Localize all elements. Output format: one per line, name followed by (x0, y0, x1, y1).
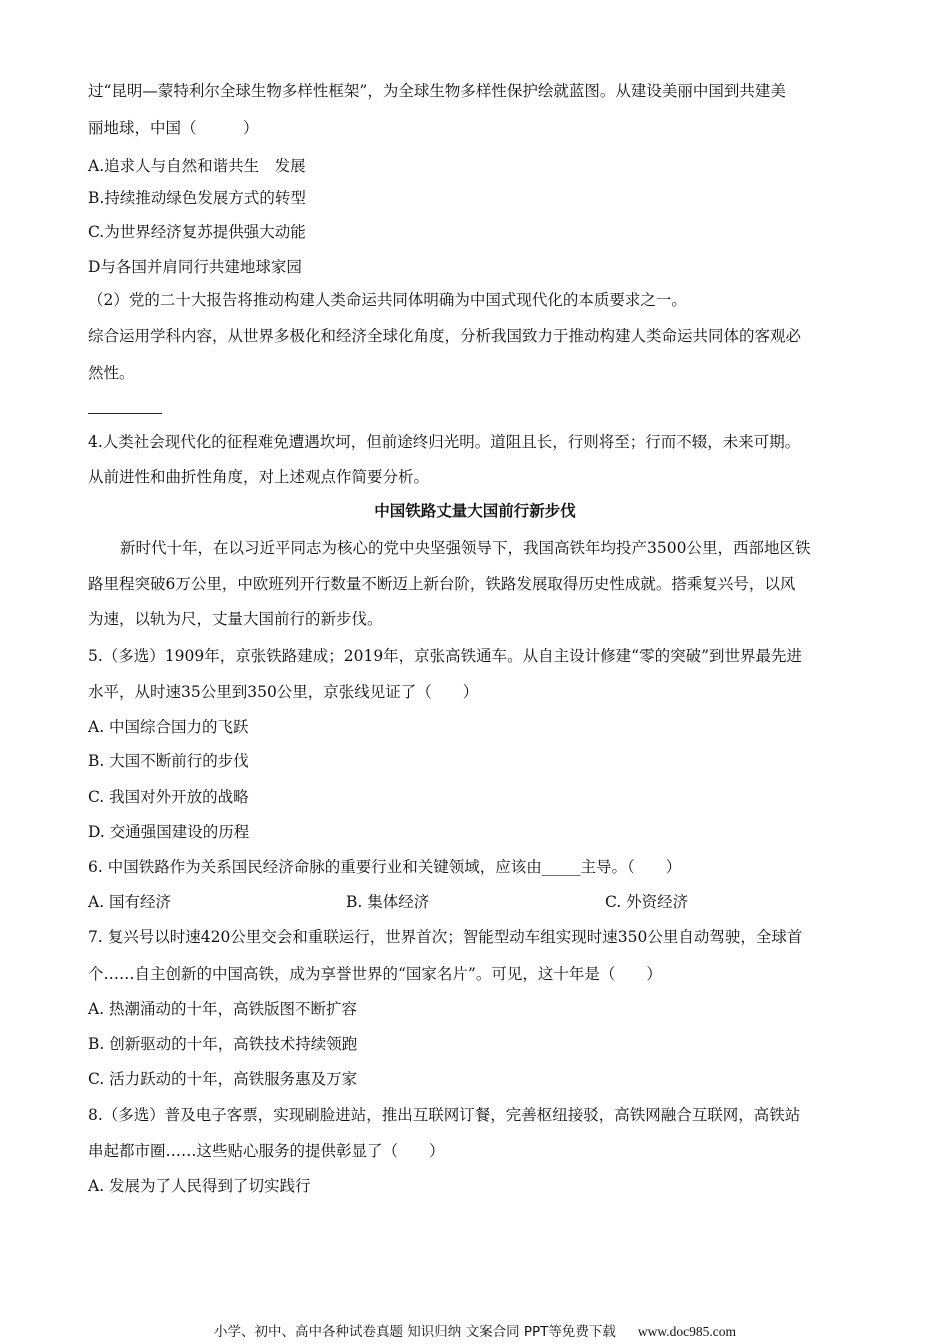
q6-options-row (88, 891, 868, 913)
section-para-line1: 新时代十年，在以习近平同志为核心的党中央坚强领导下，我国高铁年均投产3500公里，西部地区铁 (120, 539, 811, 557)
footer-url[interactable]: www.doc985.com (637, 1324, 736, 1339)
section-para-line3: 为速，以轨为尺，丈量大国前行的新步伐。 (88, 610, 383, 628)
q7-line1: 7. 复兴号以时速420公里交会和重联运行，世界首次；智能型动车组实现时速350公里自动驾驶，全球首 (88, 928, 803, 946)
q6-option-b: B. 集体经济 (346, 893, 430, 911)
q8-option-a: A. 发展为了人民得到了切实践行 (88, 1177, 311, 1195)
q6-option-a: A. 国有经济 (88, 893, 172, 911)
q3-part2-line2: 综合运用学科内容，从世界多极化和经济全球化角度，分析我国致力于推动构建人类命运共同体的客观必 (88, 327, 802, 345)
q7-option-a: A. 热潮涌动的十年，高铁版图不断扩容 (88, 1000, 358, 1018)
q7-option-b: B. 创新驱动的十年，高铁技术持续领跑 (88, 1035, 358, 1053)
q3-stem-line2: 丽地球，中国（ ） (88, 119, 259, 137)
section-title: 中国铁路丈量大国前行新步伐 (374, 502, 576, 520)
q4-line2: 从前进性和曲折性角度，对上述观点作简要分析。 (88, 468, 430, 486)
q3-option-c: C.为世界经济复苏提供强大动能 (88, 223, 306, 241)
q3-part2-line1: （2）党的二十大报告将推动构建人类命运共同体明确为中国式现代化的本质要求之一。 (88, 291, 687, 309)
q8-line2: 串起都市圈……这些贴心服务的提供彰显了（ ） (88, 1142, 445, 1160)
q5-option-c: C. 我国对外开放的战略 (88, 788, 249, 806)
q5-option-b: B. 大国不断前行的步伐 (88, 752, 249, 770)
q7-line2: 个……自主创新的中国高铁，成为享誉世界的“国家名片”。可见，这十年是（ ） (88, 965, 662, 983)
q8-line1: 8.（多选）普及电子客票，实现刷脸进站，推出互联网订餐，完善枢纽接驳，高铁网融合互联网，高铁站 (88, 1106, 801, 1124)
q3-option-a: A.追求人与自然和谐共生 发展 (88, 157, 306, 175)
q3-stem-line1: 过“昆明—蒙特利尔全球生物多样性框架”，为全球生物多样性保护绘就蓝图。从建设美丽中国到共建美 (88, 82, 786, 100)
answer-blank-line (88, 413, 162, 414)
q5-line1: 5.（多选）1909年，京张铁路建成；2019年，京张高铁通车。从自主设计修建“零的突破”到世界最先进 (88, 647, 803, 665)
q5-line2: 水平，从时速35公里到350公里，京张线见证了（ ） (88, 683, 479, 701)
q3-part2-line3: 然性。 (88, 364, 135, 382)
page-footer (0, 1323, 950, 1341)
q6-line1: 6. 中国铁路作为关系国民经济命脉的重要行业和关键领域，应该由_____主导。（ ） (88, 858, 682, 876)
q3-option-d: D与各国并肩同行共建地球家园 (88, 258, 302, 276)
q6-option-c: C. 外资经济 (605, 893, 689, 911)
q3-option-b: B.持续推动绿色发展方式的转型 (88, 189, 306, 207)
q5-option-a: A. 中国综合国力的飞跃 (88, 718, 249, 736)
q4-line1: 4.人类社会现代化的征程难免遭遇坎坷，但前途终归光明。道阻且长，行则将至；行而不辍，未来可期。 (88, 433, 801, 451)
footer-text: 小学、初中、高中各种试卷真题 知识归纳 文案合同 PPT等免费下载 (213, 1324, 616, 1340)
q5-option-d: D. 交通强国建设的历程 (88, 823, 250, 841)
q7-option-c: C. 活力跃动的十年，高铁服务惠及万家 (88, 1070, 358, 1088)
section-para-line2: 路里程突破6万公里，中欧班列开行数量不断迈上新台阶，铁路发展取得历史性成就。搭乘复兴号，以风 (88, 575, 796, 593)
